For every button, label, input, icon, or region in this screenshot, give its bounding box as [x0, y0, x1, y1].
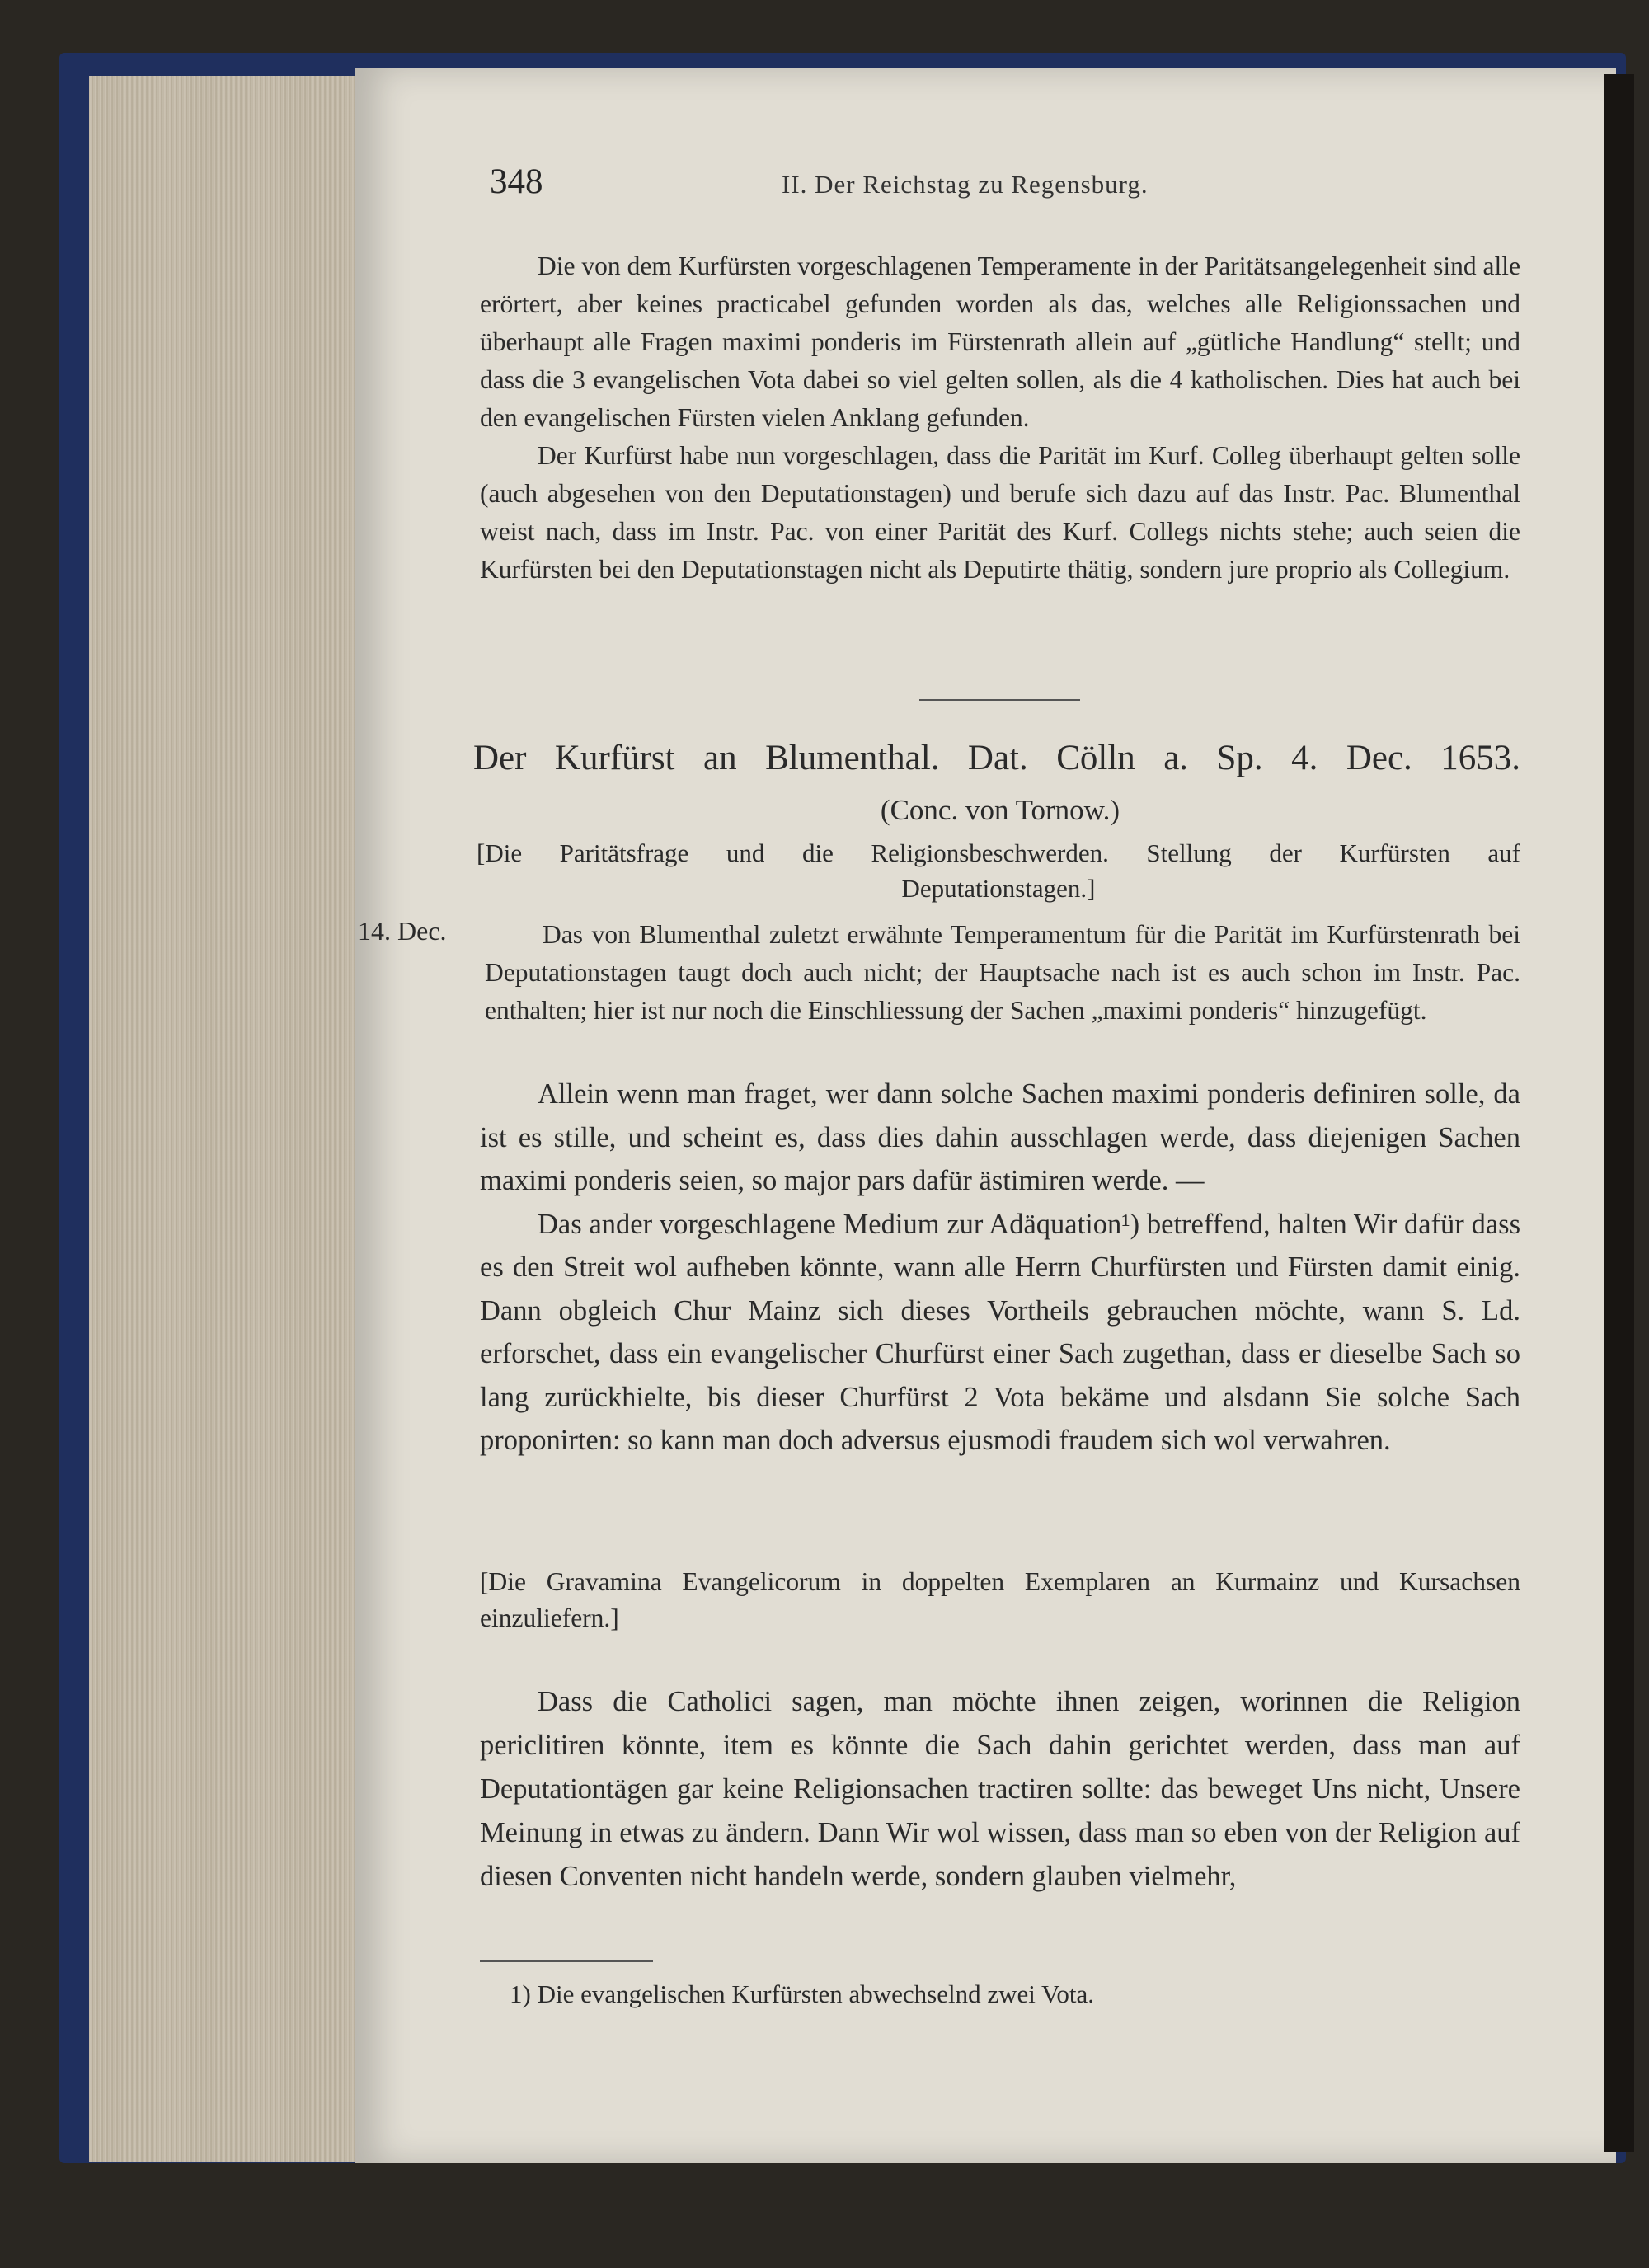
- quote-paragraph-2: Das ander vorgeschlagene Medium zur Adäquation¹) betreffend, halten Wir dafür dass es den Streit wol aufheben könnte, wann alle Herrn Churfürsten und Fürsten damit einig. Dann obgleich Chur Mainz sich dieses Vortheils gebrauchen möchte, wann S. Ld. erforschet, dass ein evangelischer Churfürst einer Sach zugethan, dass er dieselbe Sach so lang zurückhielte, bis dieser Churfürst 2 Vota bekäme und alsdann Sie solche Sach proponirten: so kann man doch adversus ejusmodi fraudem sich wol verwahren.: [480, 1208, 1520, 1456]
- summary-paragraph: [485, 916, 1520, 1030]
- document-summary: [477, 835, 1520, 906]
- quote-paragraph-1: Allein wenn man fraget, wer dann solche Sachen maximi ponderis definiren solle, da ist es stille, und scheint es, dass dies dahin ausschlagen werde, dass diejenigen Sachen maximi ponderis seien, so major pars dafür ästimiren werde. —: [480, 1078, 1520, 1196]
- section-divider: [919, 699, 1080, 701]
- running-head: II. Der Reichstag zu Regensburg.: [782, 170, 1149, 199]
- footnote-rule: [480, 1960, 653, 1962]
- intro-paragraph-1: Die von dem Kurfürsten vorgeschlagenen Temperamente in der Paritätsangelegenheit sind alle erörtert, aber keines practicabel gefunden worden als das, welches alle Religionssachen und überhaupt alle Fragen maximi ponderis im Fürstenrath allein auf „gütliche Handlung“ stellt; und dass die 3 evangelischen Vota dabei so viel gelten sollen, als die 4 katholischen. Dies hat auch bei den evangelischen Fürsten vielen Anklang gefunden.: [480, 251, 1520, 432]
- footnote-marker: 1): [510, 1979, 531, 2008]
- quote-paragraph-3: Dass die Catholici sagen, man möchte ihnen zeigen, worinnen die Religion periclitiren könnte, item es könnte die Sach dahin gerichtet werden, dass man auf Deputationtägen gar keine Religionsachen tractiren sollte: das beweget Uns nicht, Unsere Meinung in etwas zu ändern. Dann Wir wol wissen, dass man so eben von der Religion auf diesen Conventen nicht handeln werde, sondern glauben vielmehr,: [480, 1686, 1520, 1892]
- document-title: Der Kurfürst an Blumenthal. Dat. Cölln a. Sp. 4. Dec. 1653.: [473, 739, 1520, 777]
- bracket-note: [Die Gravamina Evangelicorum in doppelten Exemplaren an Kurmainz und Kursachsen einzuliefern.]: [480, 1567, 1520, 1632]
- quoted-letter: [480, 1073, 1520, 1463]
- book-page-edges: [89, 76, 355, 2162]
- summary-paragraph-text: Das von Blumenthal zuletzt erwähnte Temperamentum für die Parität im Kurfürstenrath bei Deputationstagen taugt doch auch nicht; der Hauptsache nach ist es auch schon im Instr. Pac. enthalten; hier ist nur noch die Einschliessung der Sachen „maximi ponderis“ hinzugefügt.: [485, 920, 1520, 1025]
- page-number: 348: [490, 162, 543, 201]
- intro-paragraph-2: Der Kurfürst habe nun vorgeschlagen, dass die Parität im Kurf. Colleg überhaupt gelten solle (auch abgesehen von den Deputationstagen) und berufe sich dazu auf das Instr. Pac. Blumenthal weist nach, dass im Instr. Pac. von einer Parität des Kurf. Collegs nichts stehe; auch seien die Kurfürsten bei den Deputationstagen nicht als Deputirte thätig, sondern jure proprio als Collegium.: [480, 441, 1520, 584]
- book-right-edge: [1604, 74, 1634, 2152]
- document-subtitle: (Conc. von Tornow.): [880, 794, 1120, 826]
- summary-line-2: Deputationstagen.]: [901, 874, 1096, 903]
- summary-line-1: [Die Paritätsfrage und die Religionsbeschwerden. Stellung der Kurfürsten auf: [477, 838, 1520, 867]
- footnote-text: Die evangelischen Kurfürsten abwechselnd zwei Vota.: [537, 1979, 1095, 2008]
- intro-text: [480, 247, 1520, 589]
- quoted-letter-continued: [480, 1680, 1520, 1899]
- margin-date: 14. Dec.: [358, 916, 447, 946]
- footnote: [510, 1979, 1094, 2009]
